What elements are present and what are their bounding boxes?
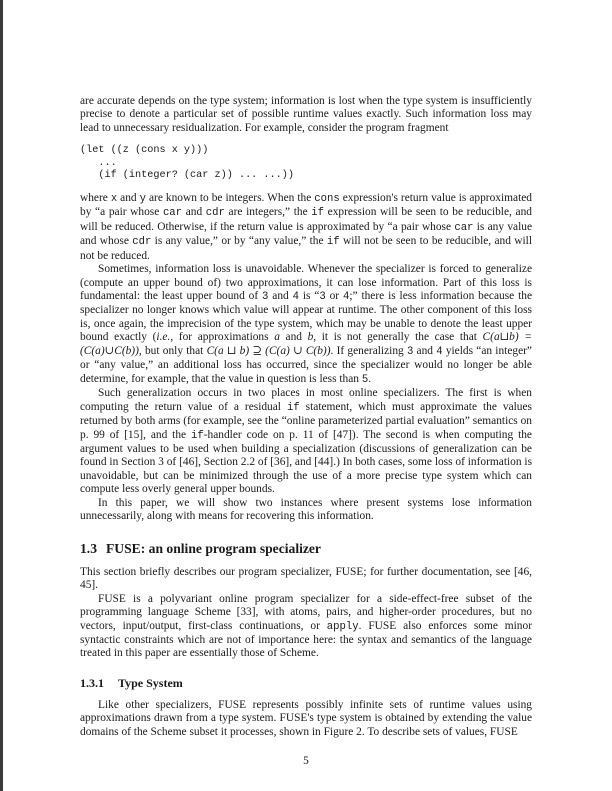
code-term: x [110, 192, 118, 205]
paragraph-integers-example [80, 192, 532, 263]
section-number: 1.3 [80, 540, 97, 556]
paragraph-fuse-description [80, 593, 532, 661]
text: and [117, 191, 140, 204]
paragraph-fuse-intro: This section briefly describes our program specializer, FUSE; for further documentation, see [46, 45]. [80, 565, 532, 592]
text: where [80, 191, 111, 204]
section-heading-1-3 [80, 541, 532, 557]
code-term: y [139, 192, 146, 205]
page-body [80, 95, 532, 739]
code-term: cdr [205, 207, 225, 220]
text: . If generalizing [330, 344, 407, 357]
code-term: 4 [342, 291, 350, 304]
text: Such generalization occurs in two places in most online specializers. The first is when computing the return value of a residual [80, 387, 532, 413]
text: is “ [298, 290, 320, 303]
code-term: if [191, 429, 204, 442]
code-term: car [454, 221, 474, 234]
text: expression's return value is approximated by “a pair whose [80, 191, 532, 219]
code-term: 3 [262, 291, 269, 304]
code-term: cdr [132, 236, 152, 249]
text: . [368, 372, 372, 385]
text: , it is not generally the case that [313, 331, 483, 344]
math-var: b [307, 331, 314, 344]
text: , but only that [138, 344, 207, 357]
subsection-number: 1.3.1 [80, 675, 104, 690]
text: statement, which must approximate the values returned by both arms (for example, see the “online parameterized partial evaluation” semantics on p. 99 of [15], and the [80, 400, 532, 441]
text: ;” there is less information because the specializer no longer knows which value will appear at runtime. The other component of this loss is, once again, the imprecision of the type system, which may be unable to denote the least upper bound exactly ( [80, 290, 532, 344]
paragraph-generalization [80, 387, 532, 497]
math-equation: C(a⊔b) = (C(a)∪C(b)) [80, 331, 532, 357]
section-title: FUSE: an online program specializer [106, 540, 321, 556]
code-line: (let ((z (cons x y))) [80, 145, 209, 157]
text: FUSE is a polyvariant online program specializer for a side-effect-free subset of the programming language Scheme [33], with atoms, pairs, and higher-order procedures, but no vectors, input/output, first-class continuations, or [80, 592, 532, 632]
text: , for approximations [170, 331, 275, 344]
paragraph-paper-overview: In this paper, we will show two instances where present systems lose information unnecessarily, along with means for recovering this information. [80, 496, 532, 523]
code-term: 4 [436, 345, 443, 358]
text: Sometimes, information loss is unavoidable. Whenever the specializer is forced to generalize (compute an upper bound of) two approximations, it can lose information. Part of this loss is fundamental: the least upper bound of [80, 263, 532, 303]
code-term: 3 [319, 291, 326, 304]
code-term: cons [314, 192, 340, 205]
subsection-title: Type System [118, 675, 183, 690]
text: yields “an integer” or “any value,” an additional loss has occurred, since the specializer would no longer be able determine, for example, that the value in question is less than [80, 344, 532, 385]
scan-edge-rule [0, 0, 3, 791]
code-block-program-fragment [80, 145, 532, 183]
math-var: a [274, 331, 280, 344]
code-term: 3 [406, 345, 414, 358]
paragraph-information-loss [80, 263, 532, 387]
code-term: if [286, 401, 300, 414]
text: and [182, 206, 206, 219]
code-term: 4 [292, 291, 299, 304]
paragraph-intro: are accurate depends on the type system; information is lost when the type system is insufficiently precise to denote a particular set of possible runtime values exactly. Such information loss may lead to unnecessary residualization. For example, consider the program fragment [80, 95, 532, 134]
code-term: 5 [361, 373, 369, 386]
text: is any value,” or by “any value,” the [151, 235, 327, 248]
subsection-heading-1-3-1 [80, 676, 532, 691]
code-line: ... [80, 157, 117, 169]
paragraph-type-system: Like other specializers, FUSE represents possibly infinite sets of runtime values using approximations drawn from a type system. FUSE's type system is obtained by extending the value domains of the Scheme subset it processes, shown in Figure 2. To describe sets of values, FUSE [80, 698, 532, 738]
text: and [279, 331, 308, 344]
code-line: (if (integer? (car z)) ... ...)) [80, 170, 294, 182]
text: and [268, 290, 293, 303]
text: and [413, 344, 437, 357]
code-term: if [326, 236, 340, 249]
text: are integers,” the [224, 206, 312, 219]
page-number: 5 [303, 755, 309, 767]
math-equation: C(a ⊔ b) ⊇ (C(a) ∪ C(b)) [206, 344, 331, 357]
code-term: apply [326, 620, 359, 633]
text: will not be seen to be reducible, and will not be reduced. [80, 235, 532, 262]
text: -handler code on p. 11 of [47]). The second is when computing the argument values to be used when building a specialization (discussions of generalization can be found in Section 3 of [46], Section 2.2 of [36], and [44].) In both cases, some loss of information is unavoidable, but can be minimized through the use of a more precise type system which can compute less overly general upper bounds. [80, 428, 532, 496]
text: is any value and whose [80, 220, 532, 248]
text: expression will be seen to be reducible, and will be reduced. Otherwise, if the return value is approximated by “a pair whose [80, 206, 532, 233]
code-term: if [311, 207, 325, 220]
text: or [325, 290, 343, 303]
code-term: car [162, 207, 183, 220]
text: . FUSE also enforces some minor syntactic constraints which are not of importance here: the syntax and semantics of the language treated in this paper are essentially those of Scheme. [80, 619, 532, 660]
text: are known to be integers. When the [145, 191, 315, 204]
emphasis: i.e. [156, 331, 171, 344]
